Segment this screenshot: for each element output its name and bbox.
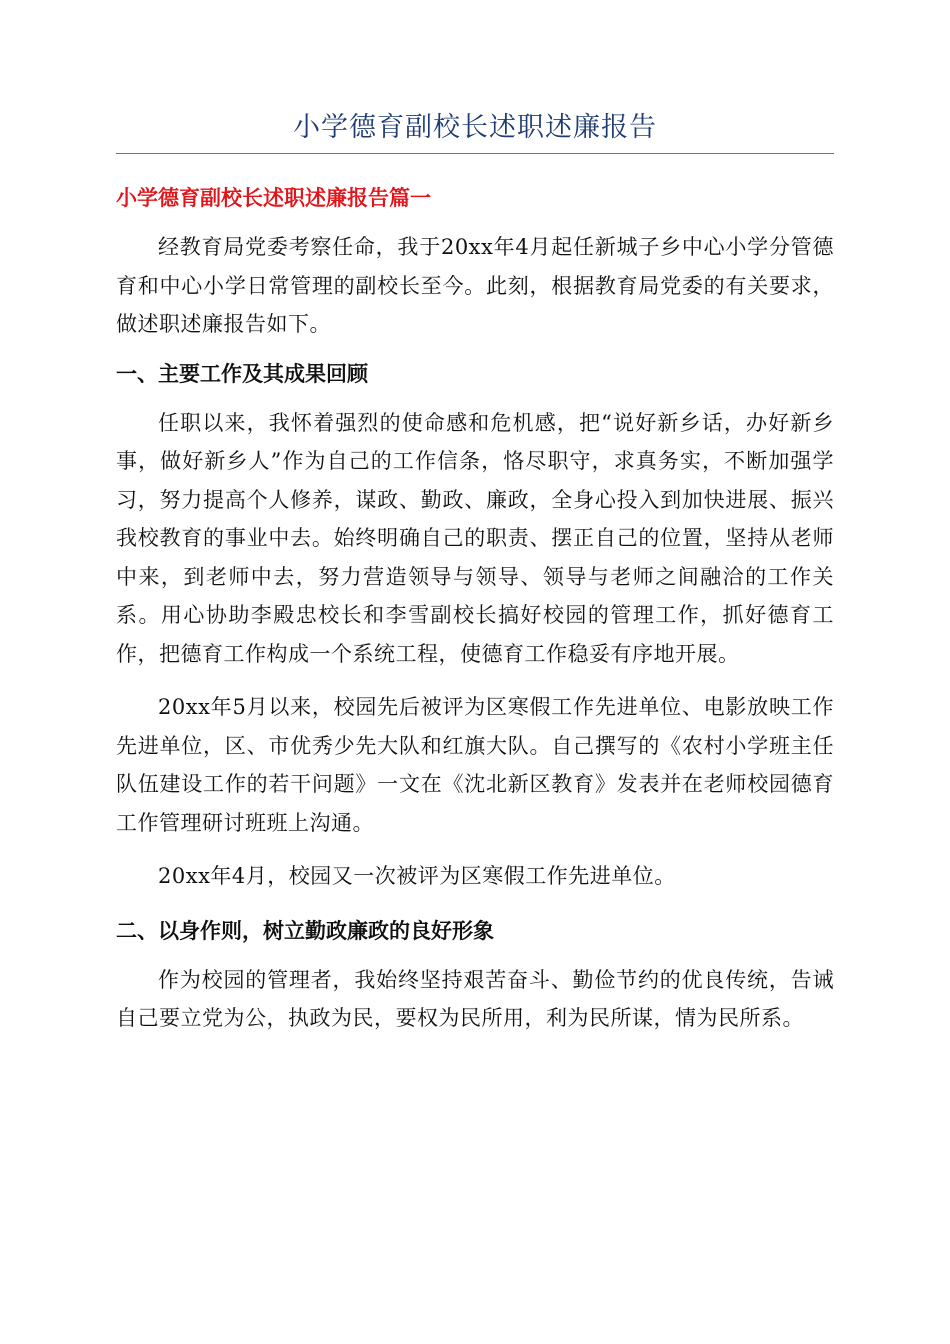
heading-main-work: 一、主要工作及其成果回顾	[116, 361, 368, 386]
intro-paragraph: 经教育局党委考察任命，我于20xx年4月起任新城子乡中心小学分管德育和中心小学日常管理的副校长至今。此刻，根据教育局党委的有关要求，做述职述廉报告如下。	[116, 235, 834, 336]
title-divider	[116, 153, 834, 154]
paragraph-work-review: 任职以来，我怀着强烈的使命感和危机感，把“说好新乡话，办好新乡事，做好新乡人”作为自己的工作信条，恪尽职守，求真务实，不断加强学习，努力提高个人修养，谋政、勤政、廉政，全身心投入到加快进展、振兴我校教育的事业中去。始终明确自己的职责、摆正自己的位置，坚持从老师中来，到老师中去，努力营造领导与领导、领导与老师之间融洽的工作关系。用心协助李殿忠校长和李雪副校长搞好校园的管理工作，抓好德育工作，把德育工作构成一个系统工程，使德育工作稳妥有序地开展。	[116, 410, 834, 666]
paragraph-achievements: 20xx年5月以来，校园先后被评为区寒假工作先进单位、电影放映工作先进单位，区、市优秀少先大队和红旗大队。自己撰写的《农村小学班主任队伍建设工作的若干问题》一文在《沈北新区教育》发表并在老师校园德育工作管理研讨班班上沟通。	[116, 695, 834, 835]
section-title: 小学德育副校长述职述廉报告篇一	[116, 186, 431, 210]
paragraph-award: 20xx年4月，校园又一次被评为区寒假工作先进单位。	[158, 864, 676, 888]
document-body	[116, 178, 834, 1038]
heading-integrity: 二、以身作则，树立勤政廉政的良好形象	[116, 918, 494, 943]
paragraph-integrity: 作为校园的管理者，我始终坚持艰苦奋斗、勤俭节约的优良传统，告诫自己要立党为公，执政为民，要权为民所用，利为民所谋，情为民所系。	[116, 967, 834, 1030]
document-title: 小学德育副校长述职述廉报告	[293, 112, 657, 143]
